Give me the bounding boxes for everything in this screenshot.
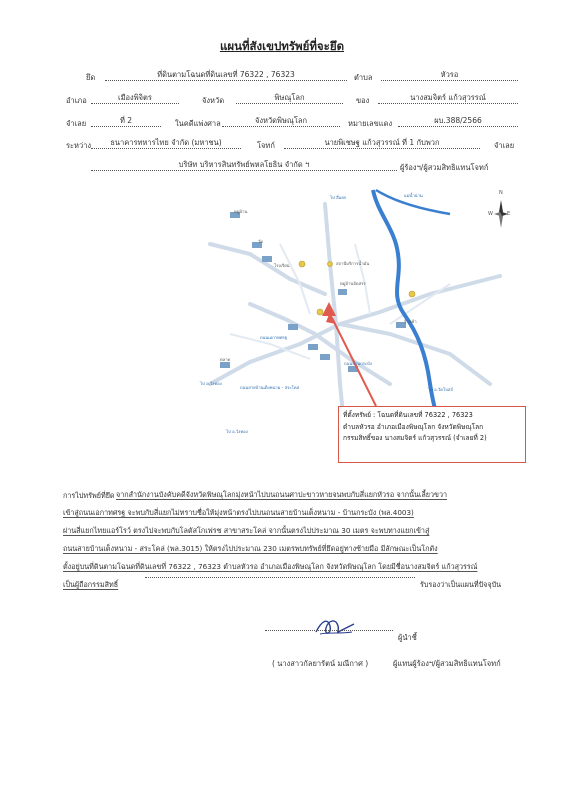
directions-line: ถนนสายบ้านเต็งหนาม - สระโคล่ (พล.3015) ให้ตรงไปประมาณ 230 เมตรพบทรัพย์ที่ยึดอยู่ทางซ้ายมือ มีลักษณะเป็นโกดัง bbox=[63, 544, 438, 553]
map-label: หมู่บ้านจัดสรร bbox=[340, 281, 366, 286]
company-value: บริษัท บริหารสินทรัพย์พหลโยธิน จำกัด ฯ bbox=[91, 159, 397, 171]
building-icon bbox=[320, 354, 330, 360]
property-callout bbox=[338, 406, 526, 463]
court-value: จังหวัดพิษณุโลก bbox=[222, 115, 340, 127]
directions-label: การไปทรัพย์ที่ยึด bbox=[63, 491, 115, 500]
marker-icon bbox=[317, 309, 323, 315]
signatory-name: ( นางสาวกัลยารัตน์ มณีกาศ ) bbox=[272, 659, 369, 668]
plaintiff-value: ธนาคารทหารไทย จำกัด (มหาชน) bbox=[91, 137, 241, 149]
defendant1-value: นายพิเชษฐ แก้วสุวรรณ์ ที่ 1 กับพวก bbox=[284, 137, 480, 149]
case-value: ผบ.388/2566 bbox=[398, 115, 518, 127]
sketch-map bbox=[190, 184, 511, 442]
road-label-bottom: ไป อ.วังทอง bbox=[226, 429, 248, 434]
directions-line: ตั้งอยู่บนที่ดินตามโฉนดที่ดินเลขที่ 76322 , 76323 ตำบลหัวรอ อำเภอเมืองพิษณุโลก จังหวัดพิษณุโลก โดยมีชื่อนางสมจิตร์ แก้วสุวรรณ์ bbox=[63, 562, 478, 571]
road-label-left: ไป อ.วังทอง bbox=[200, 381, 222, 386]
north-label: N bbox=[499, 190, 503, 196]
callout-line: ที่ตั้งทรัพย์ : โฉนดที่ดินเลขที่ 76322 , 76323 bbox=[343, 411, 473, 419]
case-label: หมายเลขแดง bbox=[348, 119, 393, 128]
map-label: ถนนสายบ้านเต็งหนาม - สระโคล่ bbox=[240, 385, 300, 390]
compass-rose bbox=[488, 190, 511, 234]
building-icon bbox=[262, 256, 272, 262]
northwest-road bbox=[210, 244, 325, 294]
river-label: แม่น้ำน่าน bbox=[404, 193, 423, 198]
defendant-label: จำเลย bbox=[66, 119, 87, 128]
map-label: ถนนบ้านกระบัง bbox=[344, 361, 372, 366]
signature-line bbox=[265, 630, 393, 631]
company-label: ผู้ร้องฯ/ผู้สวมสิทธิแทนโจทก์ bbox=[400, 163, 489, 172]
road-label-top: ไป สี่แยก bbox=[330, 195, 347, 200]
compass-icon bbox=[494, 190, 511, 234]
defendant1-label: จำเลย bbox=[494, 141, 515, 150]
signature-role: ผู้นำชี้ bbox=[398, 633, 417, 642]
road-label-right: ไป อ.วัดโบสถ์ bbox=[428, 387, 454, 392]
building-icon bbox=[288, 324, 298, 330]
tambon-value: หัวรอ bbox=[381, 69, 518, 81]
map-drawing bbox=[190, 184, 511, 442]
callout-line: ตำบลหัวรอ อำเภอเมืองพิษณุโลก จังหวัดพิษณุโลก bbox=[343, 422, 484, 431]
river-line bbox=[373, 190, 446, 442]
map-label: โรงเรียน bbox=[274, 263, 290, 268]
page-title: แผนที่สังเขปทรัพย์ที่จะยึด bbox=[219, 39, 345, 53]
signatory-title: ผู้แทนผู้ร้องฯ/ผู้สวมสิทธิแทนโจทก์ bbox=[393, 659, 501, 668]
marker-icon bbox=[299, 261, 305, 267]
map-label: ถนนเอกาทศรฐ bbox=[260, 335, 288, 340]
tambon-label: ตำบล bbox=[354, 73, 373, 82]
callout-line: กรรมสิทธิ์ของ นางสมจิตร์ แก้วสุวรรณ์ (จำเลยที่ 2) bbox=[343, 434, 487, 442]
owner-label: ของ bbox=[356, 96, 370, 105]
amphoe-value: เมืองพิจิตร bbox=[91, 92, 179, 104]
marker-icon bbox=[409, 291, 415, 297]
province-label: จังหวัด bbox=[202, 96, 225, 105]
map-label: หมู่บ้าน bbox=[234, 209, 248, 214]
west-label: W bbox=[488, 211, 493, 217]
signature-image bbox=[312, 612, 356, 640]
directions-line: ผ่านสี่แยกไทยแอร์โรว์ ตรงไปจะพบกับโลตัสโกเฟรช สาขาสระโคล่ จากนั้นตรงไปประมาณ 30 เมตร จะพบทางแยกเข้าสู่ bbox=[63, 526, 430, 535]
map-label: ร้านค้า bbox=[404, 319, 417, 324]
province-value: พิษณุโลก bbox=[236, 92, 343, 104]
directions-line: เข้าสู่ถนนเอกาทศรฐ จะพบกับสี่แยกไม่ทราบชื่อให้มุ่งหน้าตรงไปบนถนนสายบ้านเต็งหนาม - บ้านกระบัง (พล.4003) bbox=[63, 508, 414, 517]
map-label: ตลาด bbox=[220, 357, 231, 362]
amphoe-label: อำเภอ bbox=[66, 96, 87, 105]
building-icon bbox=[308, 344, 318, 350]
marker-icon bbox=[328, 262, 333, 267]
between-label: ระหว่าง bbox=[66, 141, 92, 150]
map-label: สถานีบริการน้ำมัน bbox=[336, 261, 370, 266]
map-label: วัด bbox=[258, 239, 264, 244]
seize-label: ยึด bbox=[86, 73, 96, 82]
owner-value: นางสมจิตร์ แก้วสุวรรณ์ bbox=[378, 92, 518, 104]
directions-line: จากสำนักงานบังคับคดีจังหวัดพิษณุโลกมุ่งหน้าไปบนถนนศาปะขาวหายจนพบกับสี่แยกหัวรอ จากนั้นเลี้ยวขวา bbox=[116, 490, 448, 499]
directions-line: เป็นผู้ถือกรรมสิทธิ์ bbox=[63, 580, 119, 589]
seize-value: ที่ดินตามโฉนดที่ดินเลขที่ 76322 , 76323 bbox=[105, 69, 347, 81]
signature-scribble bbox=[312, 612, 356, 640]
directions-fill-line bbox=[145, 577, 415, 578]
certify-text: รับรองว่าเป็นแผนที่ปัจจุบัน bbox=[420, 580, 502, 589]
east-label: E bbox=[507, 211, 511, 217]
building-icon bbox=[338, 289, 347, 295]
court-label: ในคดีแพ่งศาล bbox=[175, 119, 221, 128]
defendant-value: ที่ 2 bbox=[91, 115, 161, 127]
plaintiff-label: โจทก์ bbox=[257, 141, 275, 150]
